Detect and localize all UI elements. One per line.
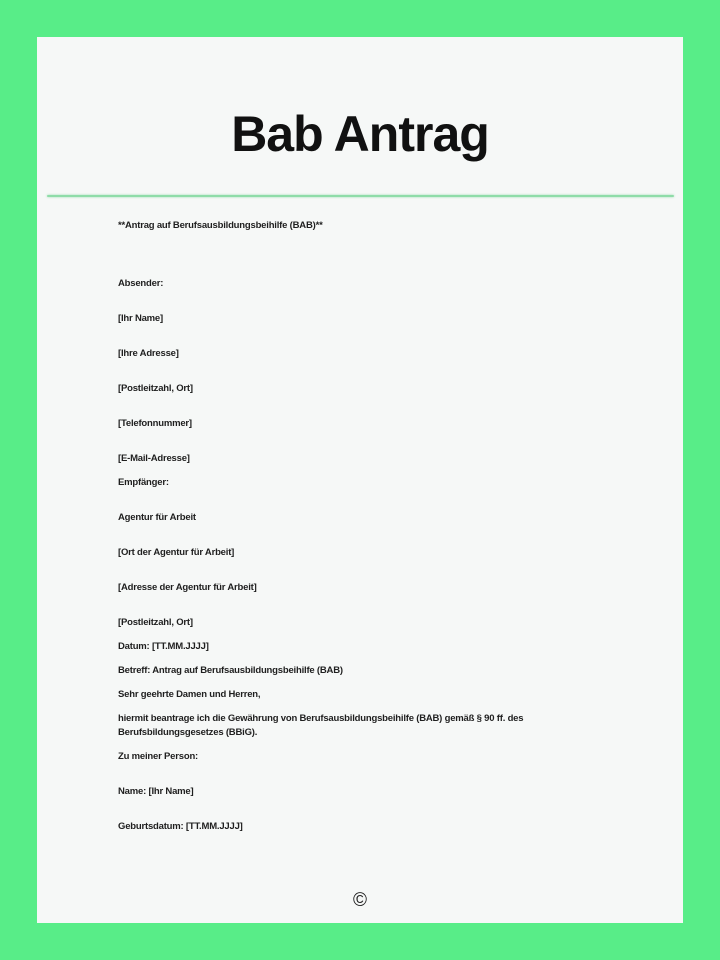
letter-intro-line: **Antrag auf Berufsausbildungsbeihilfe (BAB)**: [118, 220, 323, 231]
letter-line-anrede: Sehr geehrte Damen und Herren,: [118, 689, 261, 700]
letter-line-name-feld: Name: [Ihr Name]: [118, 786, 194, 797]
letter-line-agentur-adresse: [Adresse der Agentur für Arbeit]: [118, 582, 257, 593]
letter-line-antrag-satz-1: hiermit beantrage ich die Gewährung von Berufsausbildungsbeihilfe (BAB) gemäß § 90 ff. des: [118, 713, 524, 724]
letter-line-agentur: Agentur für Arbeit: [118, 512, 196, 523]
letter-line-plz-ort: [Postleitzahl, Ort]: [118, 383, 193, 394]
letter-line-absender: Absender:: [118, 278, 164, 289]
page-title: Bab Antrag: [231, 106, 489, 162]
letter-body: [37, 197, 683, 834]
letter-line-datum: Datum: [TT.MM.JJJJ]: [118, 641, 209, 652]
document-page: [37, 37, 683, 923]
letter-line-agentur-ort: [Ort der Agentur für Arbeit]: [118, 547, 235, 558]
letter-line-adresse: [Ihre Adresse]: [118, 348, 179, 359]
letter-line-email: [E-Mail-Adresse]: [118, 453, 190, 464]
letter-line-antrag-satz-2: Berufsbildungsgesetzes (BBiG).: [118, 727, 258, 738]
letter-line-telefon: [Telefonnummer]: [118, 418, 192, 429]
letter-line-betreff: Betreff: Antrag auf Berufsausbildungsbeihilfe (BAB): [118, 665, 343, 676]
letter-line-agentur-plz: [Postleitzahl, Ort]: [118, 617, 193, 628]
letter-line-geburtsdatum: Geburtsdatum: [TT.MM.JJJJ]: [118, 821, 243, 832]
letter-line-zu-meiner-person: Zu meiner Person:: [118, 751, 199, 762]
copyright-mark: ©: [353, 890, 367, 911]
letter-line-empfaenger: Empfänger:: [118, 477, 169, 488]
letter-line-name-placeholder: [Ihr Name]: [118, 313, 163, 324]
